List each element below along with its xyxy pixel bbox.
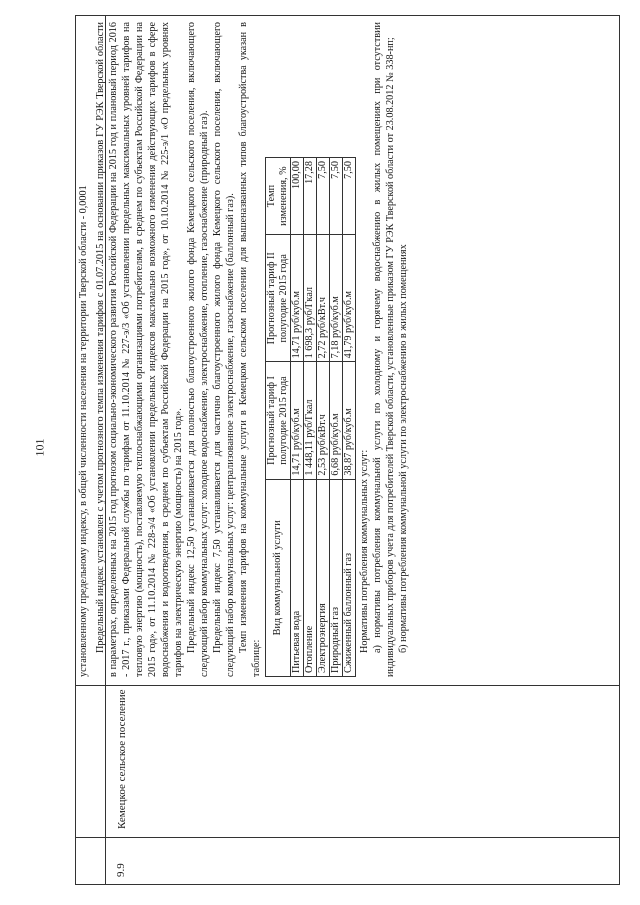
- header-change: Темп изменения, %: [266, 158, 291, 235]
- cell-tariff-2: 7,18 руб/куб.м: [330, 235, 343, 362]
- cell-change: 17,28: [304, 158, 317, 235]
- cell-service: Питьевая вода: [291, 479, 304, 676]
- cell-tariff-1: 1 448,11 руб/Гкал: [304, 362, 317, 479]
- norms-item-a: а) нормативы потребления коммунальной услуги по холодному и горячему водоснабжению в жилых помещениях при отсутствии индивидуальных приборов учета для потребителей Тверской области, установленные приказом ГУ РЭК Тверской области от 23.08.2012 № 338-нп;: [372, 22, 396, 677]
- top-continuation: установленному предельному индексу, в общей численности населения на территории Тверской области - 0,0001: [78, 185, 89, 677]
- cell-tariff-1: 38,87 руб/куб.м: [343, 362, 356, 479]
- cell-tariff-2: 14,71 руб/куб.м: [291, 235, 304, 362]
- cell-tariff-1: 6,68 руб/куб.м: [330, 362, 343, 479]
- header-service: Вид коммунальной услуги: [266, 479, 291, 676]
- cell-service: Отопление: [304, 479, 317, 676]
- row-name: Кемецкое сельское поселение: [116, 689, 128, 829]
- paragraph-1: Предельный индекс установлен с учетом прогнозного темпа изменения тарифов с 01.07.2015 на основании приказов ГУ РЭК Тверской области в параметрах, определенных на 2015 год прогнозом социально-экономического развития Российской Федерации на 2015 год и плановый период 2016 - 2017 г., приказами Федеральной службы по тарифам от 11.10.2014 № 227-э/3 «Об установлении предельных максимальных уровней тарифов на тепловую энергию (мощность), поставляемую теплоснабжающими организациями потребителям, в среднем по субъектам Российской Федерации на 2015 год», от 11.10.2014 № 228-э/4 «Об установлении предельных индексов максимально возможного изменения действующих тарифов в сфере водоснабжения и водоотведения, в среднем по субъектам Российской Федерации на 2015 год», от 10.10.2014 № 225-э/1 «О предельных уровнях тарифов на электрическую энергию (мощность) на 2015 год».: [95, 22, 184, 677]
- cell-change: 7,50: [317, 158, 330, 235]
- cell-change: 7,50: [330, 158, 343, 235]
- cell-tariff-2: 2,72 руб/кВт.ч: [317, 235, 330, 362]
- number-column: [75, 837, 620, 885]
- paragraph-2: Предельный индекс 12,50 устанавливается для полностью благоустроенного жилого фонда Кемецкого сельского поселения, включающего следующий набор коммунальных услуг: холодное водоснабжение, электроснабжение, отопление, газоснабжение (природный газ).: [186, 22, 210, 677]
- cell-tariff-2: 41,79 руб/куб.м: [343, 235, 356, 362]
- cell-change: 100,00: [291, 158, 304, 235]
- rotated-content: [75, 15, 620, 885]
- cell-service: Электроэнергия: [317, 479, 330, 676]
- row-number: 9.9: [115, 863, 127, 877]
- page-number: 101: [32, 438, 47, 457]
- name-column: [75, 685, 620, 837]
- cell-service: Сжиженный баллонный газ: [343, 479, 356, 676]
- table-row: [291, 158, 304, 677]
- cell-tariff-2: 1 698,3 руб/Гкал: [304, 235, 317, 362]
- table-row: [317, 158, 330, 677]
- table-row: [343, 158, 356, 677]
- header-tariff-1: Прогнозный тариф I полугодие 2015 года: [266, 362, 291, 479]
- cell-tariff-1: 14,71 руб/куб.м: [291, 362, 304, 479]
- tariff-table: [265, 157, 356, 677]
- cell-change: 7,50: [343, 158, 356, 235]
- table-row: [330, 158, 343, 677]
- norms-heading: Нормативы потребления коммунальных услуг:: [359, 449, 370, 653]
- norms-item-b: б) нормативы потребления коммунальной услуги по электроснабжению в жилых помещениях: [398, 244, 409, 653]
- paragraph-4: Темп изменения тарифов на коммунальные услуги в Кемецком сельском поселении для вышеназванных типов благоустройства указан в таблице:: [238, 22, 262, 677]
- table-header-row: [266, 158, 291, 677]
- cell-tariff-1: 2,53 руб/кВт.ч: [317, 362, 330, 479]
- header-tariff-2: Прогнозный тариф II полугодие 2015 года: [266, 235, 291, 362]
- row-content: [77, 22, 410, 677]
- table-row: [304, 158, 317, 677]
- cell-service: Природный газ: [330, 479, 343, 676]
- paragraph-3: Предельный индекс 7,50 устанавливается для частично благоустроенного жилого фонда Кемецкого сельского поселения, включающего следующий набор коммунальных услуг: централизованное электроснабжение, газоснабжение (баллонный газ).: [212, 22, 236, 677]
